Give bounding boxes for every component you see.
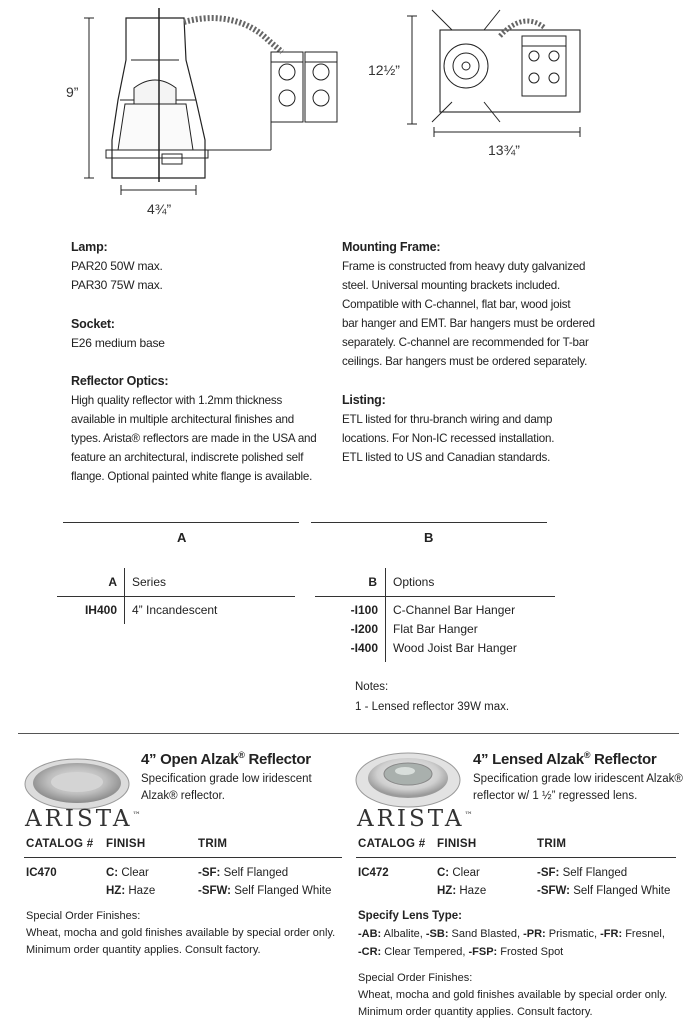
top-view-drawing <box>407 10 580 137</box>
col-b-divider <box>385 568 386 662</box>
series-desc: 4” Incandescent <box>132 603 218 617</box>
product-1-trim-row <box>198 882 331 900</box>
product-2-desc: Specification grade low iridescent Alzak® reflector w/ 1 ½” regressed lens. <box>473 773 683 802</box>
trim-label: Self Flanged <box>562 867 628 879</box>
col-b-rule <box>311 522 547 523</box>
lens-label: Fresnel, <box>625 928 665 940</box>
product-2-special-title: Special Order Finishes: <box>358 972 473 984</box>
trademark-symbol: ™ <box>464 810 473 820</box>
finish-code: C: <box>437 867 450 879</box>
option-desc: C-Channel Bar Hanger <box>393 603 516 617</box>
spec-mounting-title: Mounting Frame: <box>342 240 441 254</box>
arista-logo-text: ARISTA <box>357 806 465 832</box>
lens-code: -SB: <box>425 928 449 940</box>
product-2-finish-row <box>437 882 486 900</box>
col-a-letter: A <box>177 530 187 545</box>
arista-logo-2 <box>357 806 472 832</box>
open-reflector-image <box>24 758 130 810</box>
lensed-reflector-image <box>355 752 461 810</box>
product-1-title-text: 4” Open Alzak <box>141 751 239 768</box>
product-1-finish-row <box>106 882 155 900</box>
lens-label: Frosted Spot <box>500 946 564 958</box>
lens-label: Albalite, <box>383 928 423 940</box>
product-2-trim-row <box>537 882 670 900</box>
spec-listing-title: Listing: <box>342 393 386 407</box>
option-code: -I400 <box>350 641 378 655</box>
option-code: -I200 <box>350 622 378 636</box>
trim-label: Self Flanged White <box>234 885 332 897</box>
arista-logo-1 <box>25 806 140 832</box>
series-code: IH400 <box>84 603 117 617</box>
lens-code: -CR: <box>358 946 382 958</box>
finish-label: Clear <box>121 867 149 879</box>
spec-socket-body: E26 medium base <box>71 336 165 350</box>
finish-code: HZ: <box>106 885 126 897</box>
dim-width-side: 4¾” <box>147 201 172 217</box>
col-a-header-code: A <box>108 575 117 589</box>
product-1-header-rule <box>24 857 342 858</box>
trim-code: -SF: <box>198 867 221 879</box>
lens-code: -FR: <box>600 928 623 940</box>
notes-label: Notes: <box>355 681 389 693</box>
col-b-header-label: Options <box>393 575 435 589</box>
finish-label: Clear <box>452 867 480 879</box>
lens-code: -PR: <box>523 928 546 940</box>
product-1-special-body: Wheat, mocha and gold finishes available by special order only. Minimum order quantity applies. Consult factory. <box>26 927 336 956</box>
dim-height-side: 9” <box>66 84 79 100</box>
col-b-header-code: B <box>368 575 377 589</box>
product-2-finish-header: FINISH <box>437 838 477 850</box>
dim-height-top: 12½” <box>368 62 400 78</box>
registered-symbol: ® <box>238 750 245 760</box>
registered-symbol: ® <box>583 750 591 760</box>
lens-line-1 <box>358 926 665 943</box>
product-1-finish-header: FINISH <box>106 838 146 850</box>
product-1-catalog: IC470 <box>26 867 57 879</box>
spec-lamp <box>71 238 333 295</box>
spec-lamp-title: Lamp: <box>71 240 108 254</box>
spec-listing <box>342 391 642 467</box>
spec-mounting-body: Frame is constructed from heavy duty galvanized steel. Universal mounting brackets included. Compatible with C-channel, flat bar, wood joist bar hanger and EMT. Bar hangers must be ordered separately. C-channel are recommended for T-bar ceilings. Bar hangers must be ordered separately. <box>342 260 595 368</box>
note-1: 1 - Lensed reflector 39W max. <box>355 701 510 711</box>
lens-type-title: Specify Lens Type: <box>358 910 462 922</box>
lens-code: -AB: <box>358 928 382 940</box>
product-2-special-body: Wheat, mocha and gold finishes available by special order only. Minimum order quantity applies. Consult factory. <box>358 989 668 1018</box>
lens-label: Prismatic, <box>548 928 598 940</box>
option-desc: Wood Joist Bar Hanger <box>393 641 517 655</box>
product-2-header-rule <box>356 857 676 858</box>
trim-code: -SFW: <box>537 885 571 897</box>
technical-drawings <box>0 0 684 225</box>
col-a-header-rule <box>57 596 295 597</box>
lens-code: -FSP: <box>468 946 498 958</box>
trademark-symbol: ™ <box>132 810 141 820</box>
product-1-finish-row <box>106 864 149 882</box>
finish-label: Haze <box>459 885 487 897</box>
finish-code: HZ: <box>437 885 457 897</box>
trim-code: -SF: <box>537 867 560 879</box>
product-1-special-title: Special Order Finishes: <box>26 910 141 922</box>
col-a-header-label: Series <box>132 575 167 589</box>
product-1-catalog-header: CATALOG # <box>26 838 94 850</box>
product-1-title-suffix: Reflector <box>244 751 311 768</box>
product-2-trim-row <box>537 864 627 882</box>
lens-line-2 <box>358 944 563 961</box>
spec-socket <box>71 315 333 353</box>
spec-listing-body: ETL listed for thru-branch wiring and damp locations. For Non-IC recessed installation. ETL listed to US and Canadian standards. <box>342 413 555 464</box>
spec-reflector-optics <box>71 372 333 486</box>
product-1-title <box>141 750 311 768</box>
col-b-letter: B <box>424 530 434 545</box>
dim-width-top: 13¾” <box>488 142 520 158</box>
product-2-trim-header: TRIM <box>537 838 567 850</box>
side-view-drawing <box>84 8 337 195</box>
option-code: -I100 <box>350 603 378 617</box>
lens-label: Sand Blasted, <box>451 928 521 940</box>
arista-logo-text: ARISTA <box>25 806 133 832</box>
product-1-trim-row <box>198 864 288 882</box>
product-2-catalog: IC472 <box>358 867 389 879</box>
trim-label: Self Flanged White <box>573 885 671 897</box>
product-1-desc: Specification grade low iridescent Alzak® reflector. <box>141 773 312 802</box>
product-2-finish-row <box>437 864 480 882</box>
product-2-catalog-header: CATALOG # <box>358 838 426 850</box>
col-b-header-rule <box>315 596 555 597</box>
spec-socket-title: Socket: <box>71 317 115 331</box>
section-divider <box>18 733 679 734</box>
finish-code: C: <box>106 867 119 879</box>
product-2-title-text: 4” Lensed Alzak <box>473 751 584 768</box>
product-2-title-suffix: Reflector <box>590 751 657 768</box>
product-2-title <box>473 750 656 768</box>
col-a-rule <box>63 522 299 523</box>
spec-reflector-title: Reflector Optics: <box>71 374 169 388</box>
finish-label: Haze <box>128 885 156 897</box>
spec-lamp-body: PAR20 50W max. PAR30 75W max. <box>71 259 163 292</box>
lens-label: Clear Tempered, <box>384 946 466 958</box>
option-desc: Flat Bar Hanger <box>393 622 478 636</box>
trim-label: Self Flanged <box>223 867 289 879</box>
spec-mounting-frame <box>342 238 642 371</box>
spec-reflector-body: High quality reflector with 1.2mm thickness available in multiple architectural finishes and types. Arista® reflectors are made in the USA and feature an architectural, indiscrete polished self flange. Optional painted white flange is available. <box>71 394 317 483</box>
trim-code: -SFW: <box>198 885 232 897</box>
product-1-trim-header: TRIM <box>198 838 228 850</box>
